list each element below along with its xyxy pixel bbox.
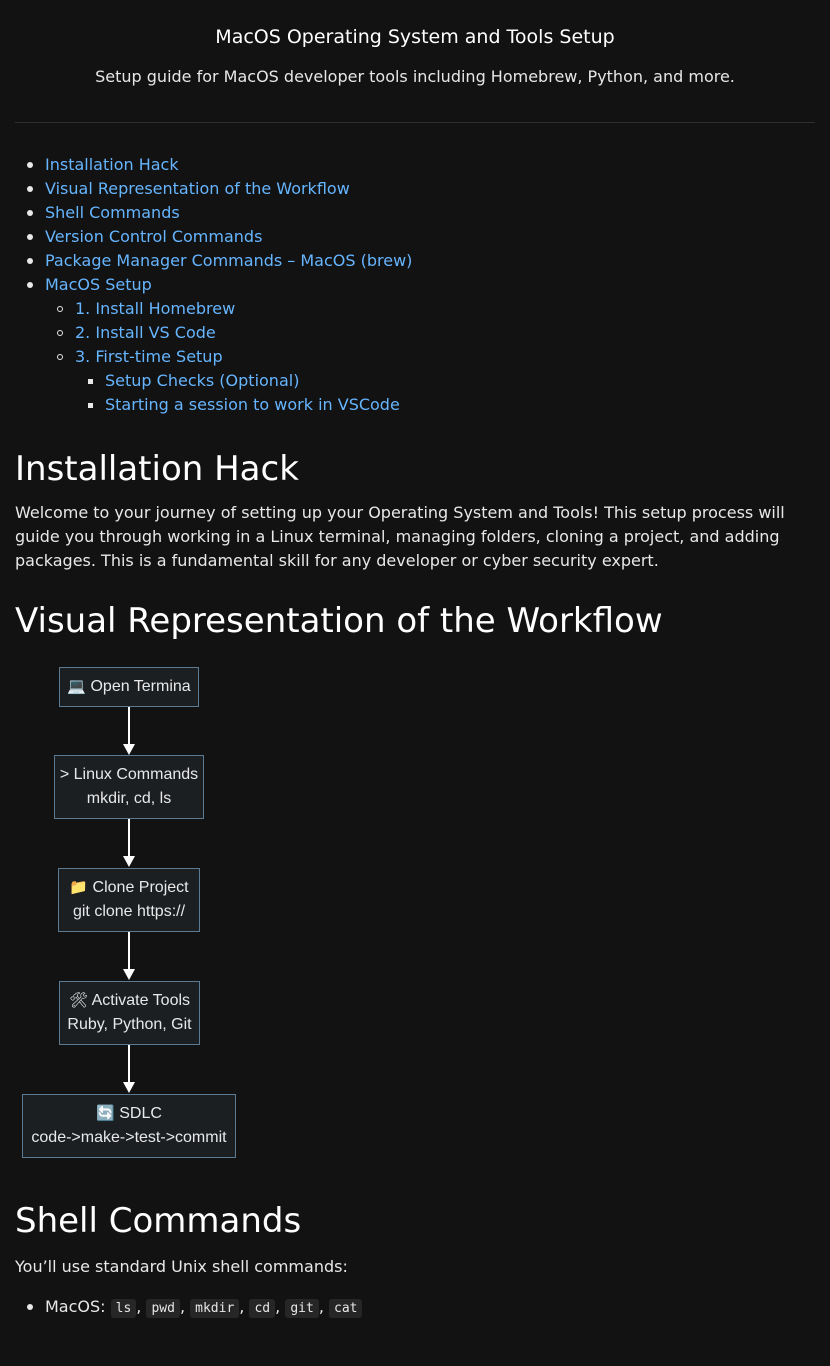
shell-commands-list — [15, 1295, 815, 1321]
arrow-down-icon — [123, 856, 135, 867]
toc-link-package-manager[interactable]: Package Manager Commands – MacOS (brew) — [45, 251, 413, 270]
bullet-disc — [27, 210, 33, 216]
command-code: mkdir — [190, 1299, 239, 1318]
toc-item-package-manager — [15, 249, 815, 273]
installation-hack-heading: Installation Hack — [15, 449, 299, 489]
toc-item-visual-workflow — [15, 177, 815, 201]
arrow-down-icon — [123, 744, 135, 755]
shell-commands-heading: Shell Commands — [15, 1201, 302, 1241]
flow-node-sublabel: git clone https:// — [72, 903, 186, 920]
toc-item-macos-setup — [15, 273, 815, 297]
bullet-square — [88, 379, 93, 384]
flow-arrow-line — [128, 932, 130, 970]
toc-item-starting-session — [15, 393, 815, 417]
command-code: ls — [111, 1299, 137, 1318]
flow-node-sublabel: code->make->test->commit — [31, 1129, 227, 1146]
header-divider — [15, 122, 815, 123]
flow-node-sdlc — [22, 1094, 236, 1158]
bullet-square — [88, 403, 93, 408]
cycle-icon: 🔄 — [96, 1105, 115, 1122]
flow-arrow-line — [128, 1045, 130, 1083]
command-code: pwd — [146, 1299, 179, 1318]
command-code: cat — [329, 1299, 362, 1318]
flow-node-sublabel: Ruby, Python, Git — [67, 1016, 192, 1033]
separator: , — [239, 1297, 245, 1316]
laptop-icon: 💻 — [67, 678, 87, 695]
toc-link-installation-hack[interactable]: Installation Hack — [45, 155, 179, 174]
bullet-disc — [27, 234, 33, 240]
bullet-circle — [57, 354, 63, 360]
separator: , — [136, 1297, 142, 1316]
toc-link-version-control[interactable]: Version Control Commands — [45, 227, 263, 246]
toc-link-starting-session[interactable]: Starting a session to work in VSCode — [105, 395, 400, 414]
toc-link-visual-workflow[interactable]: Visual Representation of the Workflow — [45, 179, 350, 198]
flow-node-activate-tools — [59, 981, 200, 1045]
bullet-disc — [27, 1304, 33, 1310]
flow-node-label: Open Termina — [90, 678, 191, 695]
flow-node-linux-commands — [54, 755, 204, 819]
toc-item-installation-hack — [15, 153, 815, 177]
flow-node-label: Clone Project — [92, 879, 189, 896]
list-item — [15, 1295, 815, 1321]
page-subtitle: Setup guide for MacOS developer tools including Homebrew, Python, and more. — [95, 67, 735, 86]
toc-item-setup-checks — [15, 369, 815, 393]
toc-link-setup-checks[interactable]: Setup Checks (Optional) — [105, 371, 300, 390]
toc-link-install-vscode[interactable]: 2. Install VS Code — [75, 323, 216, 342]
arrow-down-icon — [123, 1082, 135, 1093]
flow-node-label: SDLC — [119, 1105, 162, 1122]
toc-item-first-time-setup — [15, 345, 815, 369]
command-code: git — [285, 1299, 318, 1318]
flow-arrow-line — [128, 819, 130, 857]
tools-icon: 🛠 — [68, 992, 89, 1009]
table-of-contents — [15, 153, 815, 417]
flow-node-label: > Linux Commands — [59, 766, 199, 783]
arrow-down-icon — [123, 969, 135, 980]
toc-link-macos-setup[interactable]: MacOS Setup — [45, 275, 152, 294]
flow-node-sublabel: mkdir, cd, ls — [86, 790, 172, 807]
shell-commands-intro: You’ll use standard Unix shell commands: — [15, 1257, 348, 1276]
os-label: MacOS: — [45, 1297, 106, 1316]
toc-item-shell-commands — [15, 201, 815, 225]
toc-link-first-time-setup[interactable]: 3. First-time Setup — [75, 347, 223, 366]
flow-node-clone-project — [58, 868, 200, 932]
installation-hack-text: Welcome to your journey of setting up your Operating System and Tools! This setup process will guide you through working in a Linux terminal, managing folders, cloning a project, and adding packages. This is a fundamental skill for any developer or cyber security expert. — [15, 503, 785, 570]
folder-icon: 📁 — [69, 879, 89, 896]
bullet-circle — [57, 306, 63, 312]
command-code: cd — [249, 1299, 275, 1318]
toc-item-version-control — [15, 225, 815, 249]
toc-link-install-homebrew[interactable]: 1. Install Homebrew — [75, 299, 236, 318]
toc-item-install-homebrew — [15, 297, 815, 321]
bullet-disc — [27, 162, 33, 168]
bullet-disc — [27, 282, 33, 288]
toc-link-shell-commands[interactable]: Shell Commands — [45, 203, 180, 222]
flow-node-label: Activate Tools — [91, 992, 191, 1009]
separator: , — [179, 1297, 186, 1316]
workflow-heading: Visual Representation of the Workflow — [15, 601, 663, 641]
separator: , — [275, 1297, 281, 1316]
flow-arrow-line — [128, 707, 130, 745]
workflow-diagram — [15, 667, 275, 1187]
bullet-circle — [57, 330, 63, 336]
separator: , — [318, 1297, 324, 1316]
page-title: MacOS Operating System and Tools Setup — [215, 26, 615, 48]
flow-node-open-terminal — [59, 667, 199, 707]
toc-item-install-vscode — [15, 321, 815, 345]
page-header — [15, 0, 815, 88]
bullet-disc — [27, 258, 33, 264]
bullet-disc — [27, 186, 33, 192]
